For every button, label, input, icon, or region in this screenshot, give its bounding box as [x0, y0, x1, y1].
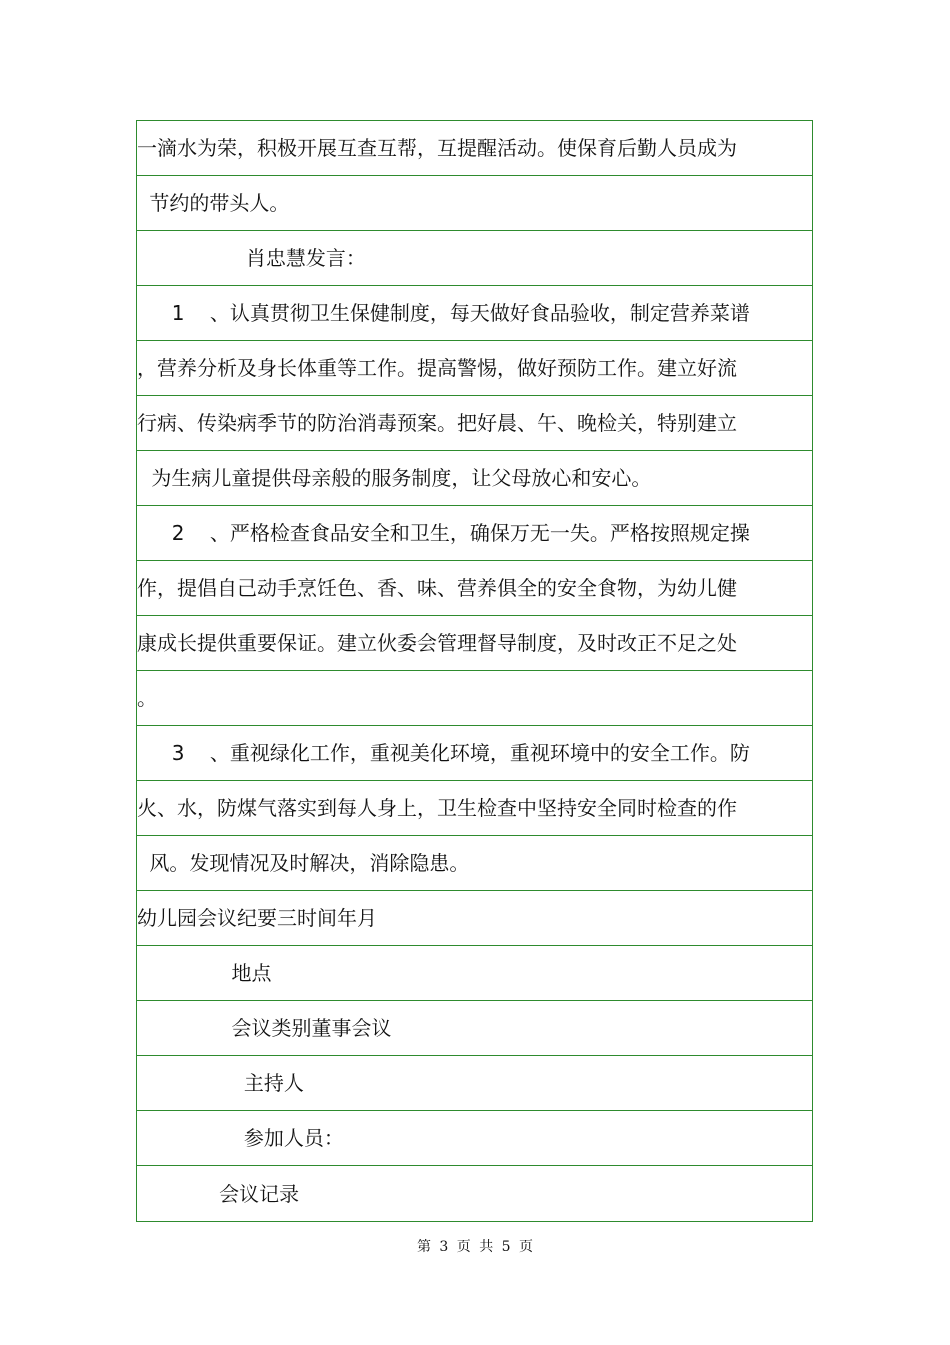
table-row: [137, 176, 812, 231]
table-row: [137, 121, 812, 176]
row-text: 一滴水为荣，积极开展互查互帮，互提醒活动。使保育后勤人员成为: [137, 136, 737, 160]
row-text: ，营养分析及身长体重等工作。提高警惕，做好预防工作。建立好流: [137, 356, 737, 380]
row-text: 火、水，防煤气落实到每人身上，卫生检查中坚持安全同时检查的作: [137, 796, 737, 820]
table-row: [137, 506, 812, 561]
table-row: [137, 1056, 812, 1111]
table-row: [137, 231, 812, 286]
meeting-type-label: 会议类别董事会议: [187, 1016, 392, 1040]
speaker-heading: 肖忠慧发言：: [195, 246, 366, 270]
row-text: 行病、传染病季节的防治消毒预案。把好晨、午、晚检关，特别建立: [137, 411, 737, 435]
table-row: [137, 1166, 812, 1221]
document-table: [136, 120, 813, 1222]
table-row: [137, 451, 812, 506]
table-row: [137, 341, 812, 396]
attendees-label: 参加人员：: [193, 1126, 344, 1150]
row-text: 节约的带头人。: [143, 191, 290, 215]
table-row: [137, 891, 812, 946]
table-row: [137, 946, 812, 1001]
row-text: 为生病儿童提供母亲般的服务制度，让父母放心和安心。: [145, 466, 652, 490]
numbered-item-3: 3 、重视绿化工作，重视美化环境，重视环境中的安全工作。防: [159, 741, 750, 765]
section-title: 幼儿园会议纪要三时间年月: [137, 906, 377, 930]
page-number: 第 3 页 共 5 页: [416, 1239, 534, 1255]
row-text: 。: [137, 686, 157, 710]
table-row: [137, 671, 812, 726]
location-label: 地点: [187, 961, 272, 985]
table-row: [137, 781, 812, 836]
row-text: 康成长提供重要保证。建立伙委会管理督导制度，及时改正不足之处: [137, 631, 737, 655]
minutes-label: 会议记录: [181, 1181, 300, 1206]
table-row: [137, 1001, 812, 1056]
table-row: [137, 836, 812, 891]
table-row: [137, 561, 812, 616]
row-text: 风。发现情况及时解决，消除隐患。: [143, 851, 470, 875]
numbered-item-2: 2 、严格检查食品安全和卫生，确保万无一失。严格按照规定操: [159, 521, 750, 545]
table-row: [137, 286, 812, 341]
numbered-item-1: 1 、认真贯彻卫生保健制度，每天做好食品验收，制定营养菜谱: [159, 301, 750, 325]
table-row: [137, 396, 812, 451]
table-row: [137, 616, 812, 671]
host-label: 主持人: [193, 1071, 304, 1095]
row-text: 作，提倡自己动手烹饪色、香、味、营养俱全的安全食物，为幼儿健: [137, 576, 737, 600]
table-row: [137, 1111, 812, 1166]
table-row: [137, 726, 812, 781]
